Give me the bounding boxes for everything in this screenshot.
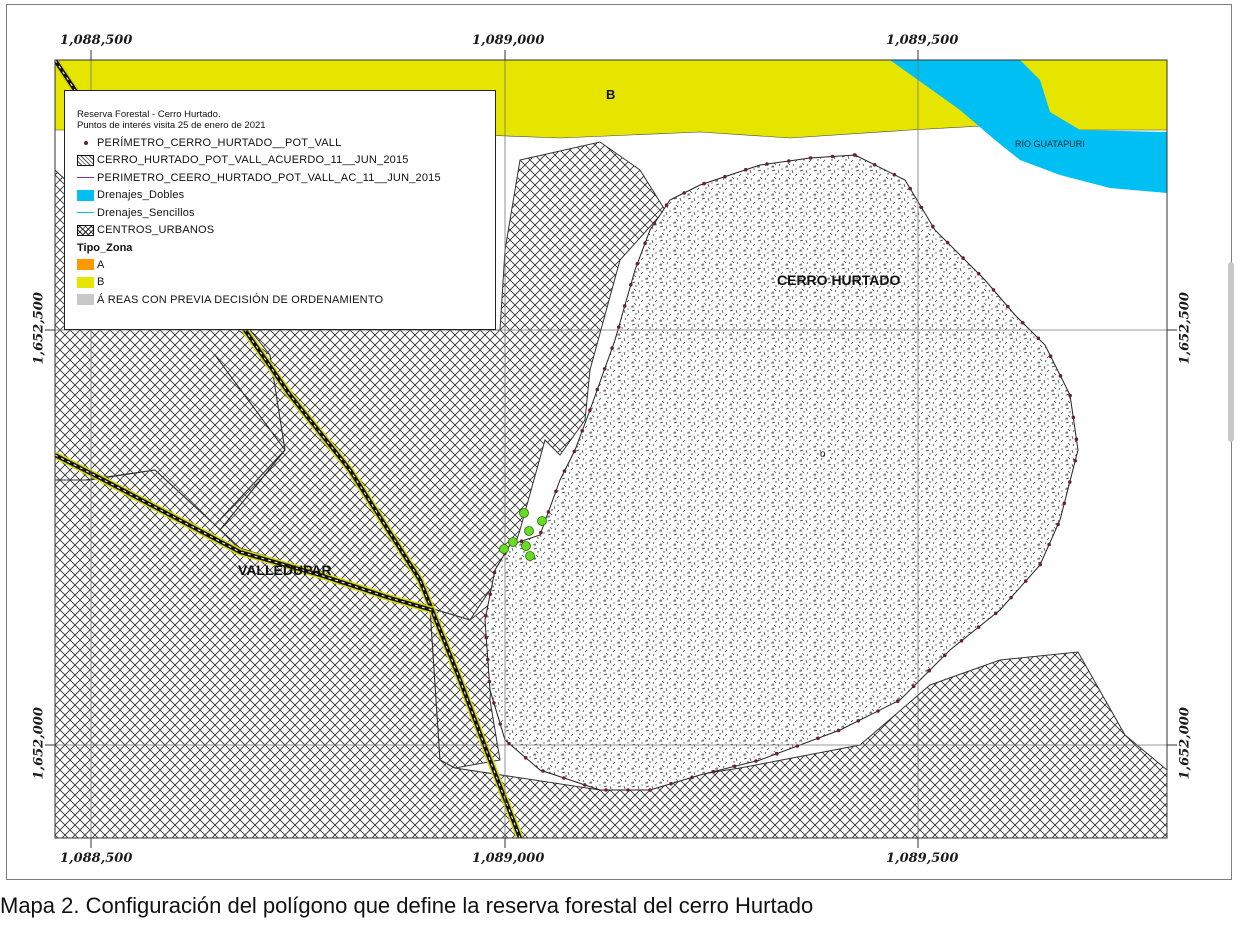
stipple-polygon-icon [77,155,94,166]
perimeter-point [831,155,835,159]
perimeter-point [765,162,769,166]
legend-subtitle: Puntos de interés visita 25 de enero de 2021 [77,120,266,131]
perimeter-point [873,163,877,167]
perimeter-point [744,168,748,172]
perimeter-point [653,222,657,226]
legend-zone-label: B [97,276,105,289]
legend-zone-header: Tipo_Zona [77,241,133,254]
perimeter-point [690,776,694,780]
perimeter-point [796,744,800,748]
y-tick-label-right: 1,652,000 [1177,707,1193,780]
y-tick-label-right: 1,652,500 [1177,292,1193,365]
x-tick-label-top: 1,089,000 [472,33,545,48]
legend-item-label: PERIMETRO_CEERO_HURTADO_POT_VALL_AC_11__JUN_2015 [97,171,441,184]
interest-point [500,545,509,554]
perimeter-point [1068,394,1072,398]
perimeter-point [1038,563,1042,567]
perimeter-point [977,272,981,276]
legend-zone-item [77,291,495,309]
perimeter-point [524,756,528,760]
perimeter-point [626,788,630,792]
perimeter-point [604,788,608,792]
perimeter-point [928,669,932,673]
perimeter-point [946,241,950,245]
perimeter-point [665,203,669,207]
perimeter-point [563,469,567,473]
perimeter-point [580,429,584,433]
legend-zone-item [77,274,495,292]
legend-zone-label: Á REAS CON PREVIA DECISIÓN DE ORDENAMIENTO [97,293,384,306]
perimeter-point [754,759,758,763]
legend-item-label: PERÍMETRO_CERRO_HURTADO__POT_VALL [97,136,342,149]
legend-zone-item [77,256,495,274]
perimeter-point [562,776,566,780]
interest-point [538,517,547,526]
legend-item [77,169,495,187]
perimeter-point [623,304,627,308]
perimeter-point [629,283,633,287]
perimeter-point [712,770,716,774]
scrollbar-thumb[interactable] [1228,262,1234,442]
crosshatch-icon [77,225,94,236]
perimeter-point [733,765,737,769]
perimeter-point [1075,437,1079,441]
perimeter-point [775,752,779,756]
zone-b-swatch [77,277,94,288]
interest-point [525,527,534,536]
perimeter-point [485,636,489,640]
figure-caption: Mapa 2. Configuración del polígono que define la reserva forestal del cerro Hurtado [0,893,814,918]
perimeter-point [816,737,820,741]
perimeter-point [603,367,607,371]
cyan-fill-icon [77,190,94,201]
perimeter-point [853,153,857,157]
perimeter-point [977,625,981,629]
polygon-center-mark: o [820,449,826,460]
perimeter-point [554,490,558,494]
perimeter-point [1056,523,1060,527]
perimeter-point [943,653,947,657]
perimeter-point [809,156,813,160]
perimeter-point [931,225,935,229]
perimeter-point [541,769,545,773]
perimeter-point [486,658,490,662]
zone-previa-swatch [77,294,94,305]
perimeter-point [1021,321,1025,325]
interest-point [520,509,529,518]
perimeter-point [1059,374,1063,378]
perimeter-point [484,614,488,618]
perimeter-point [1024,579,1028,583]
purple-line-icon [77,177,94,178]
dot-icon [77,137,94,148]
perimeter-point [1063,502,1067,506]
perimeter-point [1047,543,1051,547]
perimeter-point [610,346,614,350]
perimeter-point [547,510,551,514]
perimeter-point [1049,354,1053,358]
cerro-hurtado-label: CERRO HURTADO [777,272,901,288]
legend-item-label: CENTROS_URBANOS [97,224,215,237]
perimeter-point [920,206,924,210]
perimeter-point [648,788,652,792]
legend-item [77,134,495,152]
perimeter-point [896,699,900,703]
perimeter-point [912,685,916,689]
map-legend [64,90,496,330]
perimeter-point [583,783,587,787]
perimeter-point [1072,416,1076,420]
perimeter-point [1073,459,1077,463]
perimeter-point [908,187,912,191]
perimeter-point [488,680,492,684]
interest-point [526,552,535,561]
legend-item [77,222,495,240]
perimeter-point [493,571,497,575]
perimeter-point [857,719,861,723]
perimeter-point [992,288,996,292]
legend-item-label: Drenajes_Sencillos [97,206,195,219]
perimeter-point [787,159,791,163]
perimeter-point [498,722,502,726]
perimeter-point [1006,305,1010,309]
x-tick-label-top: 1,088,500 [60,33,133,48]
perimeter-point [837,729,841,733]
perimeter-point [539,531,543,535]
perimeter-point [1037,337,1041,341]
interest-point [509,538,518,547]
legend-item [77,152,495,170]
valledupar-label: VALLEDUPAR [238,562,332,578]
x-tick-label-bottom: 1,089,000 [472,851,545,866]
perimeter-point [1068,480,1072,484]
perimeter-point [573,450,577,454]
legend-zone-label: A [97,258,105,271]
perimeter-point [596,388,600,392]
perimeter-point [669,782,673,786]
perimeter-point [893,173,897,177]
perimeter-point [723,175,727,179]
perimeter-point [876,709,880,713]
perimeter-point [492,701,496,705]
interest-point [522,542,531,551]
perimeter-point [588,408,592,412]
perimeter-point [643,241,647,245]
legend-item [77,187,495,205]
perimeter-point [507,742,511,746]
perimeter-point [960,639,964,643]
perimeter-point [1009,596,1013,600]
x-tick-label-top: 1,089,500 [886,33,959,48]
x-tick-label-bottom: 1,089,500 [886,851,959,866]
perimeter-point [617,325,621,329]
legend-item [77,204,495,222]
perimeter-point [994,612,998,616]
legend-item-label: Drenajes_Dobles [97,189,185,202]
perimeter-point [488,592,492,596]
perimeter-point [682,191,686,195]
cyan-line-icon [77,212,94,213]
y-tick-label-left: 1,652,000 [31,707,47,780]
legend-item-label: CERRO_HURTADO_POT_VALL_ACUERDO_11__JUN_2015 [97,154,409,167]
legend-title: Reserva Forestal - Cerro Hurtado. [77,109,221,120]
y-tick-label-left: 1,652,500 [31,292,47,365]
river-label: RIO GUATAPURI [1015,139,1085,149]
perimeter-point [636,262,640,266]
zone-a-swatch [77,259,94,270]
zone-b-label: B [606,87,616,102]
x-tick-label-bottom: 1,088,500 [60,851,133,866]
perimeter-point [702,182,706,186]
perimeter-point [961,256,965,260]
